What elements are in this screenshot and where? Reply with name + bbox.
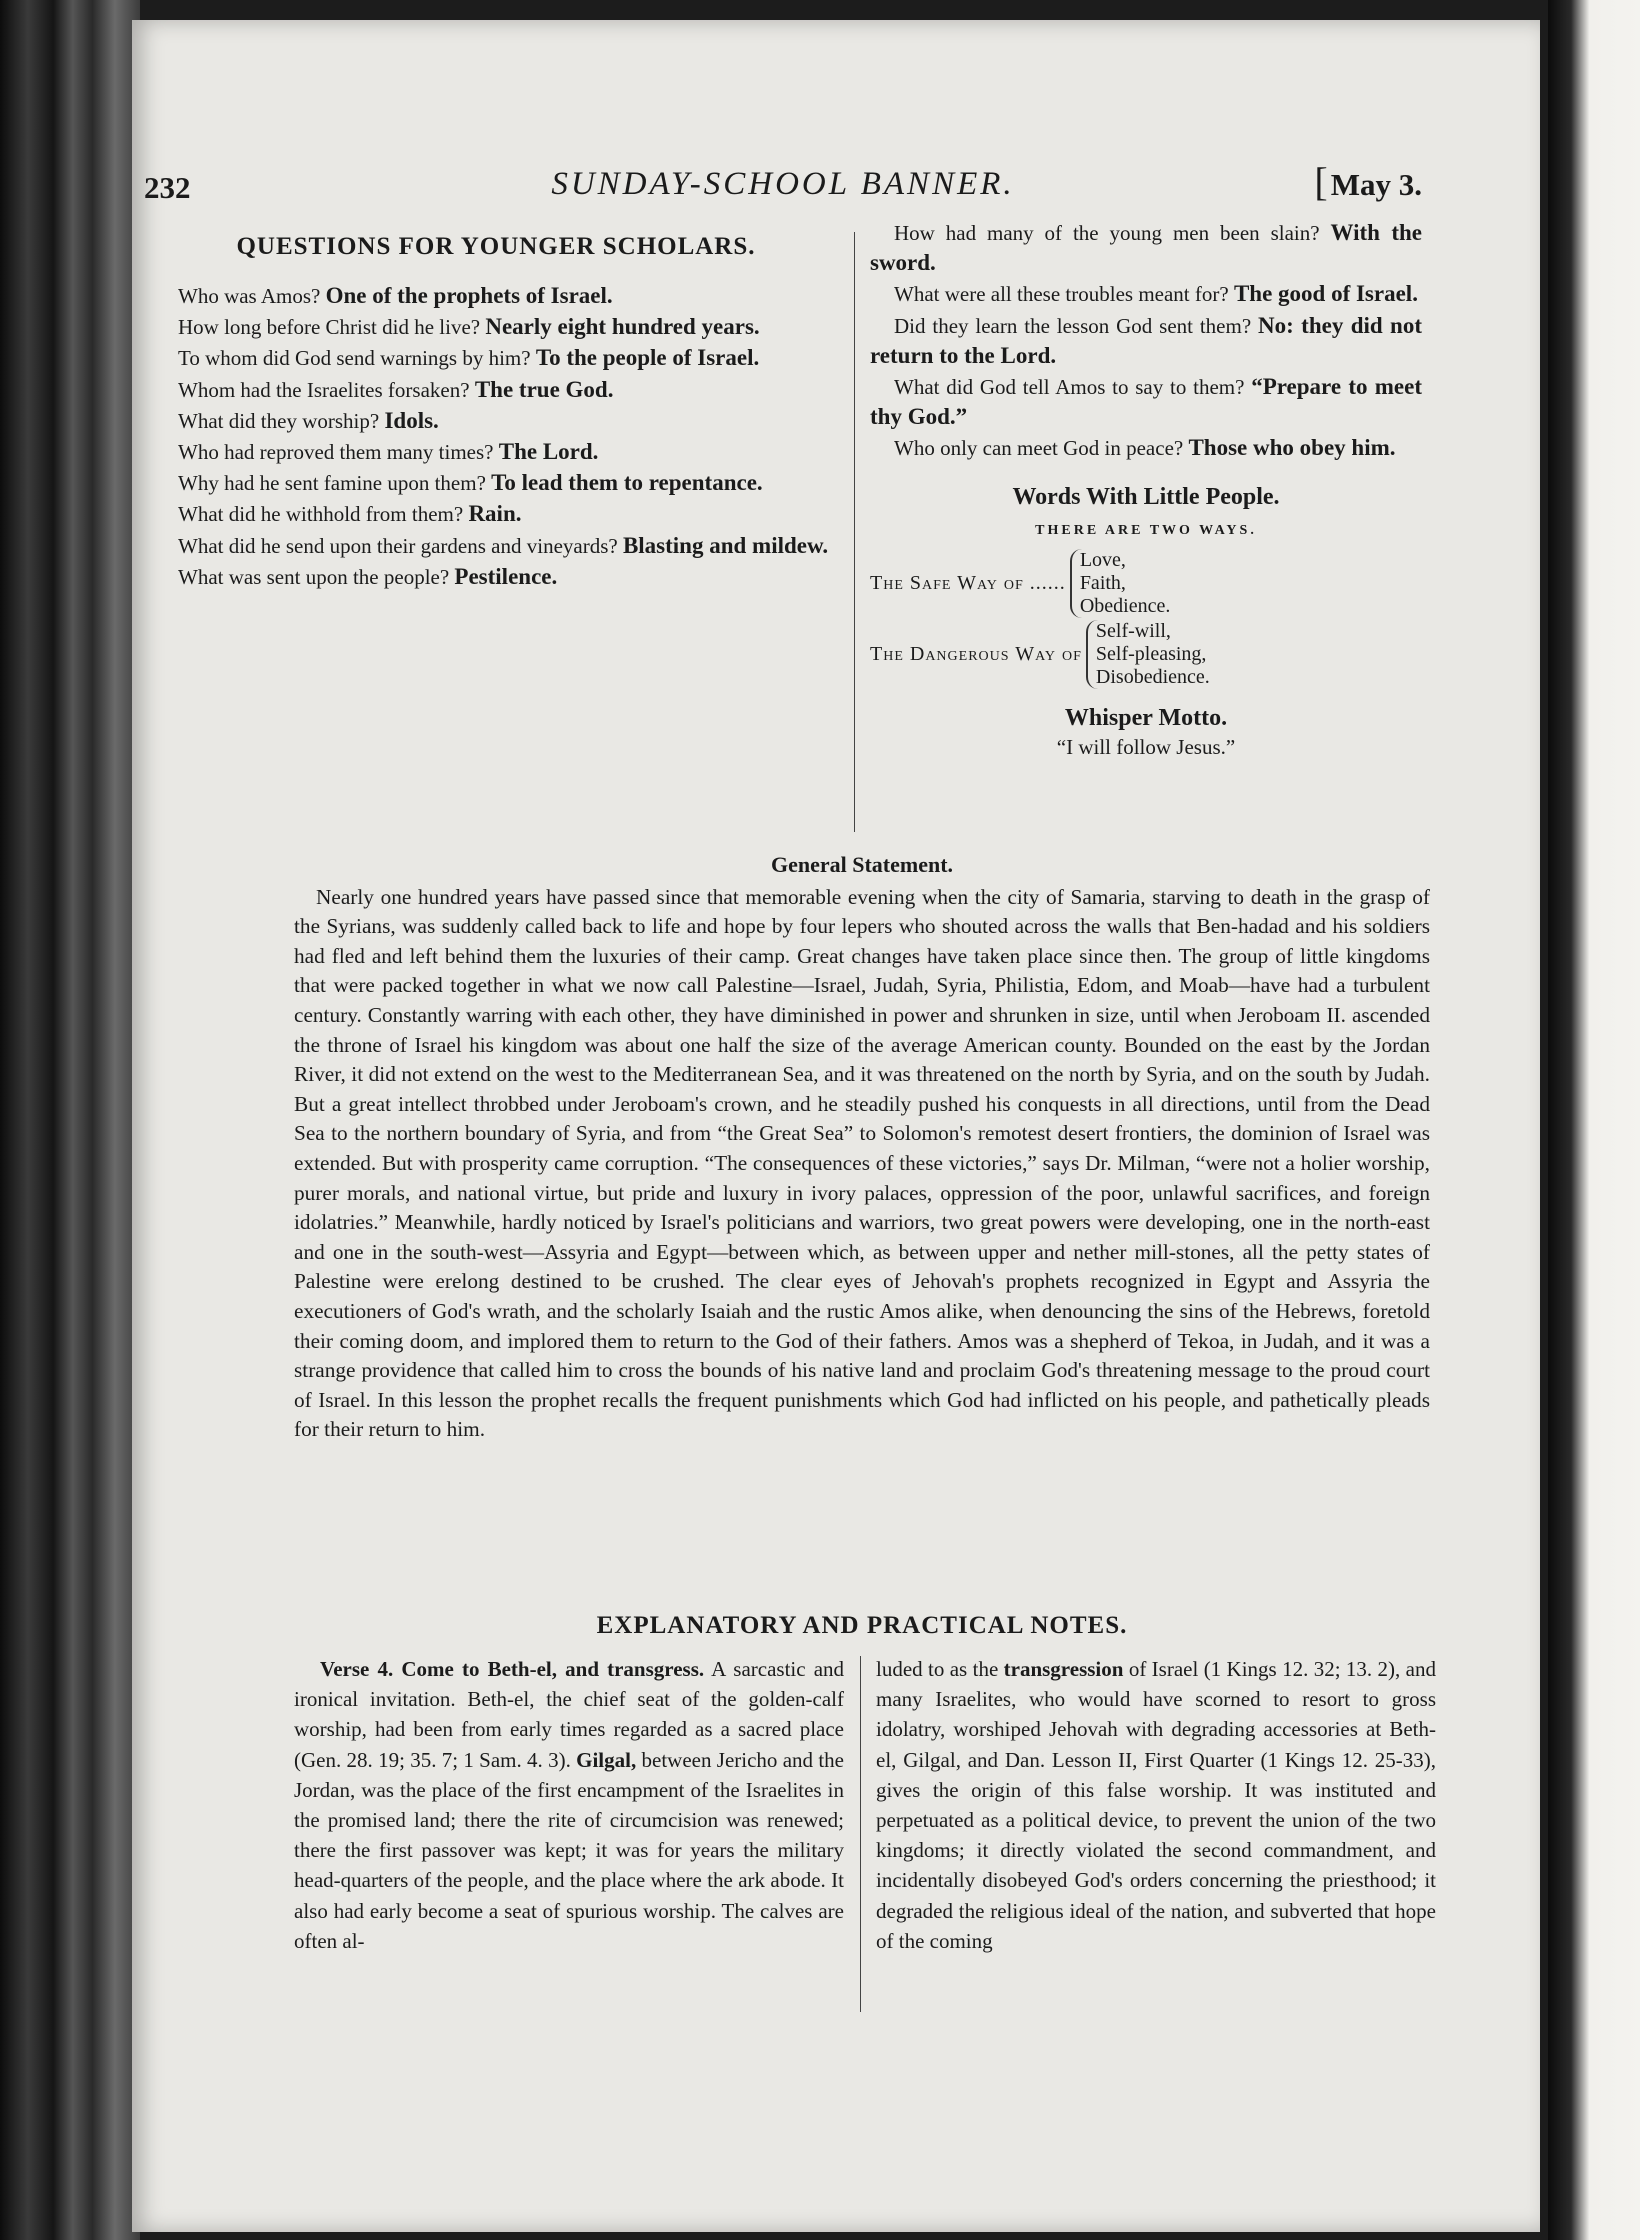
next-page-edge <box>1548 0 1640 2240</box>
question-answer <box>154 531 838 561</box>
safe-way-label: The Safe Way of ...... <box>870 571 1066 594</box>
safe-item: Faith, <box>1079 571 1126 594</box>
question-text: Who only can meet God in peace? <box>894 436 1184 461</box>
answer-text: With the sword. <box>870 220 1422 276</box>
question-answer <box>870 311 1422 371</box>
question-answer <box>154 406 838 436</box>
answer-text: Idols. <box>384 407 439 433</box>
dangerous-way-label: The Dangerous Way of <box>870 642 1082 665</box>
questions-column-right <box>870 218 1422 762</box>
question-text: What did he withhold from them? <box>178 502 464 527</box>
book-binding <box>0 0 140 2240</box>
answer-text: The Lord. <box>498 439 599 465</box>
question-answer <box>870 218 1422 278</box>
answer-text: To lead them to repentance. <box>491 470 763 496</box>
question-answer <box>154 468 838 498</box>
question-text: Did they learn the lesson God sent them? <box>894 313 1252 338</box>
whisper-motto: “I will follow Jesus.” <box>1056 734 1236 759</box>
page-number: 232 <box>144 170 191 205</box>
answer-text: Blasting and mildew. <box>622 532 829 558</box>
question-answer <box>154 312 838 342</box>
answer-text: Rain. <box>468 501 522 527</box>
question-text: What was sent upon the people? <box>178 564 450 589</box>
verse-heading: Verse 4. Come to Beth-el, and transgress. <box>320 1657 705 1681</box>
question-text: Whom had the Israelites forsaken? <box>178 377 470 402</box>
dangerous-way-list <box>1086 620 1210 689</box>
answer-text: One of the prophets of Israel. <box>325 283 613 308</box>
notes-left-text-1: A sarcastic and ironical invitation. Beth-el, the chief seat of the golden-calf worship, had been from early times regarded as a sacred place (Gen. 28. 19; 35. 7; 1 Sam. 4. 3). <box>294 1657 845 1772</box>
answer-text: The true God. <box>474 376 614 402</box>
notes-column-right <box>876 1654 1436 1956</box>
question-answer <box>154 375 838 405</box>
question-text: What did they worship? <box>178 408 380 433</box>
issue-date <box>1314 158 1422 205</box>
question-answer <box>154 437 838 467</box>
answer-text: “Prepare to meet thy God.” <box>870 374 1422 430</box>
answer-text: The good of Israel. <box>1233 281 1418 307</box>
notes-title: EXPLANATORY AND PRACTICAL NOTES. <box>596 1612 1128 1639</box>
question-answer <box>870 433 1422 463</box>
words-title: Words With Little People. <box>1012 483 1280 510</box>
question-answer <box>154 562 838 592</box>
general-statement-title: General Statement. <box>770 852 954 877</box>
notes-right-text-1: luded to as the <box>876 1657 999 1681</box>
question-answer <box>870 279 1422 309</box>
answer-text: No: they did not return to the Lord. <box>870 312 1423 368</box>
question-text: To whom did God send warnings by him? <box>178 346 531 371</box>
answer-text: Pestilence. <box>454 563 558 589</box>
question-text: Why had he sent famine upon them? <box>178 471 486 496</box>
answer-text: Nearly eight hundred years. <box>485 314 760 340</box>
danger-item: Self-will, <box>1095 619 1171 642</box>
whisper-title: Whisper Motto. <box>1064 704 1228 731</box>
questions-list-left <box>154 281 838 592</box>
date-bracket: [ <box>1314 159 1328 204</box>
question-text: How had many of the young men been slain? <box>894 221 1320 245</box>
two-ways-subtitle: THERE ARE TWO WAYS. <box>1035 522 1257 538</box>
column-divider-top <box>854 232 855 832</box>
notes-right-text-2: of Israel (1 Kings 12. 32; 13. 2), and many Israelites, who would have scorned to resort to gross idolatry, worshiped Jehovah with degrading accessories at Beth-el, Gilgal, and Dan. Lesson II, First Quarter (1 Kings 12. 25-33), gives the origin of this false worship. It was instituted and perpetuated as a political device, to prevent the union of the two kingdoms; it directly violated the second commandment, and incidentally disobeyed God's orders concerning the priesthood; it degraded the religious ideal of the nation, and subverted that hope of the coming <box>876 1657 1436 1953</box>
gilgal-term: Gilgal, <box>576 1747 637 1772</box>
running-title: SUNDAY-SCHOOL BANNER. <box>551 166 1015 202</box>
questions-list-right <box>870 218 1422 464</box>
question-answer <box>154 281 838 311</box>
safe-way <box>870 549 1422 618</box>
questions-column-left <box>154 232 838 593</box>
answer-text: To the people of Israel. <box>535 345 760 371</box>
notes-column-left <box>294 1654 844 1956</box>
general-statement <box>294 850 1430 1445</box>
general-statement-text: Nearly one hundred years have passed since that memorable evening when the city of Samaria, starving to death in the grasp of the Syrians, was suddenly called back to life and hope by four lepers who shouted across the walls that Ben-hadad and his soldiers had fled and left behind them the luxuries of their camp. Great changes have taken place since then. The group of little kingdoms that were packed together in what we now call Palestine—Israel, Judah, Syria, Philistia, Edom, and Moab—have had a turbulent century. Constantly warring with each other, they have diminished in power and shrunken in size, until when Jeroboam II. ascended the throne of Israel his kingdom was about one half the size of the average American county. Bounded on the east by the Jordan River, it did not extend on the west to the Mediterranean Sea, and it was threatened on the north by Syria, and on the south by Judah. But a great intellect throbbed under Jeroboam's crown, and he steadily pushed his conquests in all directions, until from the Dead Sea to the northern boundary of Syria, and from “the Great Sea” to Solomon's remotest desert frontiers, the dominion of Israel was extended. But with prosperity came corruption. “The consequences of these victories,” says Dr. Milman, “were not a holier worship, purer morals, and national virtue, but pride and luxury in ivory palaces, oppression of the poor, unlawful sacrifices, and foreign idolatries.” Meanwhile, hardly noticed by Israel's politicians and warriors, two great powers were developing, one in the north-east and one in the south-west—Assyria and Egypt—between which, as between upper and nether mill-stones, all the petty states of Palestine were erelong destined to be crushed. The clear eyes of Jehovah's prophets recognized in Egypt and Assyria the executioners of God's wrath, and the scholarly Isaiah and the rustic Amos alike, when denouncing the sins of the Hebrews, foretold their coming doom, and implored them to return to the God of their fathers. Amos was a shepherd of Tekoa, in Judah, and it was a strange providence that called him to cross the bounds of his native land and proclaim God's threatening message to the proud court of Israel. In this lesson the prophet recalls the frequent punishments which God had inflicted on his people, and pathetically pleads for their return to him. <box>294 884 1430 1442</box>
question-answer <box>154 499 838 529</box>
dangerous-way <box>870 620 1422 689</box>
danger-item: Disobedience. <box>1095 665 1210 688</box>
column-divider-notes <box>860 1656 861 2012</box>
notes-left-text-2: between Jericho and the Jordan, was the place of the first encampment of the Israelites in the promised land; there the rite of circumcision was renewed; there the first passover was kept; it was for years the military head-quarters of the people, and the place where the ark abode. It also had early become a seat of spurious worship. The calves are often al- <box>294 1747 844 1953</box>
transgression-term: transgression <box>1003 1657 1124 1681</box>
question-text: What did God tell Amos to say to them? <box>894 375 1245 400</box>
notes-right-paragraph <box>876 1654 1436 1956</box>
safe-item: Obedience. <box>1079 594 1171 617</box>
date-text: May 3. <box>1330 167 1422 202</box>
notes-left-paragraph <box>294 1654 844 1956</box>
question-answer <box>870 372 1422 432</box>
question-text: What did he send upon their gardens and vineyards? <box>178 533 618 558</box>
questions-title: QUESTIONS FOR YOUNGER SCHOLARS. <box>236 233 756 260</box>
question-answer <box>154 343 838 373</box>
page-header <box>144 158 1422 218</box>
safe-item: Love, <box>1079 548 1126 571</box>
danger-item: Self-pleasing, <box>1095 642 1207 665</box>
answer-text: Those who obey him. <box>1188 435 1396 461</box>
question-text: How long before Christ did he live? <box>178 315 481 340</box>
question-text: Who had reproved them many times? <box>178 440 494 465</box>
safe-way-list <box>1070 549 1171 618</box>
question-text: Who was Amos? <box>178 284 321 308</box>
question-text: What were all these troubles meant for? <box>894 282 1229 307</box>
